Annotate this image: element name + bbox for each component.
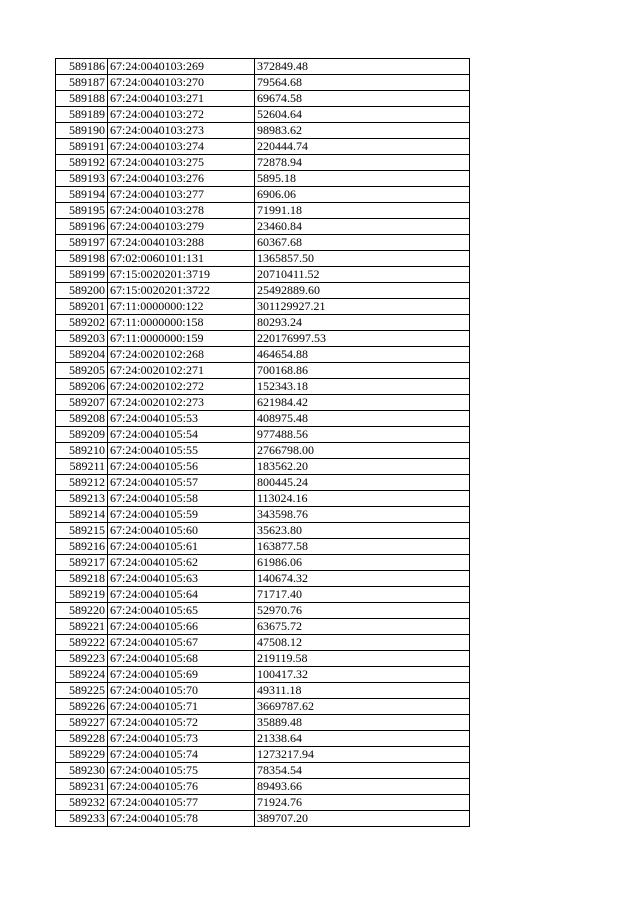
table-row	[56, 699, 470, 715]
row-number-cell: 589219	[56, 587, 108, 603]
row-number-cell: 589191	[56, 139, 108, 155]
row-number-cell: 589206	[56, 379, 108, 395]
row-number-cell: 589203	[56, 331, 108, 347]
value-cell: 3669787.62	[255, 699, 470, 715]
value-cell: 800445.24	[255, 475, 470, 491]
value-cell: 1365857.50	[255, 251, 470, 267]
table-row	[56, 59, 470, 75]
table-row	[56, 251, 470, 267]
value-cell: 23460.84	[255, 219, 470, 235]
table-row	[56, 363, 470, 379]
row-number-cell: 589190	[56, 123, 108, 139]
table-row	[56, 427, 470, 443]
value-cell: 621984.42	[255, 395, 470, 411]
table-row	[56, 507, 470, 523]
table-row	[56, 523, 470, 539]
row-number-cell: 589228	[56, 731, 108, 747]
cadastral-number-cell: 67:24:0040105:68	[108, 651, 255, 667]
table-row	[56, 491, 470, 507]
cadastral-number-cell: 67:24:0040105:69	[108, 667, 255, 683]
table-row	[56, 763, 470, 779]
value-cell: 301129927.21	[255, 299, 470, 315]
value-cell: 389707.20	[255, 811, 470, 827]
row-number-cell: 589209	[56, 427, 108, 443]
row-number-cell: 589226	[56, 699, 108, 715]
row-number-cell: 589223	[56, 651, 108, 667]
table-row	[56, 683, 470, 699]
row-number-cell: 589196	[56, 219, 108, 235]
cadastral-number-cell: 67:24:0040105:70	[108, 683, 255, 699]
table-row	[56, 299, 470, 315]
cadastral-number-cell: 67:24:0040105:62	[108, 555, 255, 571]
table-row	[56, 219, 470, 235]
table-row	[56, 235, 470, 251]
cadastral-number-cell: 67:24:0040105:63	[108, 571, 255, 587]
value-cell: 35623.80	[255, 523, 470, 539]
cadastral-number-cell: 67:24:0040105:67	[108, 635, 255, 651]
row-number-cell: 589215	[56, 523, 108, 539]
row-number-cell: 589205	[56, 363, 108, 379]
value-cell: 63675.72	[255, 619, 470, 635]
cadastral-number-cell: 67:24:0040103:277	[108, 187, 255, 203]
cadastral-number-cell: 67:24:0040105:71	[108, 699, 255, 715]
cadastral-number-cell: 67:24:0040105:57	[108, 475, 255, 491]
row-number-cell: 589189	[56, 107, 108, 123]
value-cell: 35889.48	[255, 715, 470, 731]
value-cell: 71991.18	[255, 203, 470, 219]
row-number-cell: 589187	[56, 75, 108, 91]
table-row	[56, 267, 470, 283]
table-row	[56, 811, 470, 827]
value-cell: 100417.32	[255, 667, 470, 683]
cadastral-number-cell: 67:24:0020102:271	[108, 363, 255, 379]
cadastral-number-cell: 67:15:0020201:3719	[108, 267, 255, 283]
cadastral-number-cell: 67:24:0040105:54	[108, 427, 255, 443]
cadastral-number-cell: 67:24:0040105:77	[108, 795, 255, 811]
row-number-cell: 589204	[56, 347, 108, 363]
cadastral-number-cell: 67:24:0040105:60	[108, 523, 255, 539]
cadastral-number-cell: 67:24:0040103:270	[108, 75, 255, 91]
cadastral-number-cell: 67:24:0040103:288	[108, 235, 255, 251]
row-number-cell: 589212	[56, 475, 108, 491]
value-cell: 79564.68	[255, 75, 470, 91]
row-number-cell: 589214	[56, 507, 108, 523]
table-row	[56, 187, 470, 203]
cadastral-number-cell: 67:11:0000000:122	[108, 299, 255, 315]
table-row	[56, 779, 470, 795]
value-cell: 25492889.60	[255, 283, 470, 299]
cadastral-number-cell: 67:24:0040103:278	[108, 203, 255, 219]
cadastral-number-cell: 67:02:0060101:131	[108, 251, 255, 267]
table-row	[56, 667, 470, 683]
table-row	[56, 75, 470, 91]
row-number-cell: 589201	[56, 299, 108, 315]
table-row	[56, 539, 470, 555]
row-number-cell: 589217	[56, 555, 108, 571]
cadastral-number-cell: 67:24:0040105:53	[108, 411, 255, 427]
row-number-cell: 589213	[56, 491, 108, 507]
value-cell: 69674.58	[255, 91, 470, 107]
value-cell: 52604.64	[255, 107, 470, 123]
value-cell: 464654.88	[255, 347, 470, 363]
row-number-cell: 589210	[56, 443, 108, 459]
cadastral-number-cell: 67:24:0040105:75	[108, 763, 255, 779]
row-number-cell: 589192	[56, 155, 108, 171]
table-row	[56, 651, 470, 667]
row-number-cell: 589200	[56, 283, 108, 299]
value-cell: 343598.76	[255, 507, 470, 523]
table-body	[56, 59, 470, 827]
cadastral-number-cell: 67:15:0020201:3722	[108, 283, 255, 299]
row-number-cell: 589188	[56, 91, 108, 107]
cadastral-number-cell: 67:24:0040105:55	[108, 443, 255, 459]
cadastral-number-cell: 67:24:0040103:269	[108, 59, 255, 75]
table-row	[56, 123, 470, 139]
table-row	[56, 331, 470, 347]
value-cell: 6906.06	[255, 187, 470, 203]
cadastral-number-cell: 67:24:0040103:279	[108, 219, 255, 235]
table-row	[56, 91, 470, 107]
row-number-cell: 589198	[56, 251, 108, 267]
value-cell: 60367.68	[255, 235, 470, 251]
row-number-cell: 589222	[56, 635, 108, 651]
row-number-cell: 589216	[56, 539, 108, 555]
row-number-cell: 589227	[56, 715, 108, 731]
table-row	[56, 347, 470, 363]
table-row	[56, 731, 470, 747]
table-row	[56, 747, 470, 763]
value-cell: 2766798.00	[255, 443, 470, 459]
value-cell: 72878.94	[255, 155, 470, 171]
value-cell: 408975.48	[255, 411, 470, 427]
row-number-cell: 589207	[56, 395, 108, 411]
table-row	[56, 411, 470, 427]
cadastral-number-cell: 67:24:0040105:78	[108, 811, 255, 827]
value-cell: 98983.62	[255, 123, 470, 139]
value-cell: 220176997.53	[255, 331, 470, 347]
table-row	[56, 139, 470, 155]
row-number-cell: 589230	[56, 763, 108, 779]
value-cell: 113024.16	[255, 491, 470, 507]
value-cell: 1273217.94	[255, 747, 470, 763]
cadastral-number-cell: 67:24:0040103:272	[108, 107, 255, 123]
table-row	[56, 475, 470, 491]
cadastral-number-cell: 67:24:0040105:58	[108, 491, 255, 507]
value-cell: 5895.18	[255, 171, 470, 187]
table-row	[56, 635, 470, 651]
value-cell: 71717.40	[255, 587, 470, 603]
table-row	[56, 107, 470, 123]
data-table	[55, 58, 470, 827]
row-number-cell: 589186	[56, 59, 108, 75]
row-number-cell: 589211	[56, 459, 108, 475]
cadastral-number-cell: 67:24:0040105:65	[108, 603, 255, 619]
table-row	[56, 171, 470, 187]
cadastral-number-cell: 67:24:0040105:76	[108, 779, 255, 795]
table-row	[56, 315, 470, 331]
value-cell: 52970.76	[255, 603, 470, 619]
row-number-cell: 589202	[56, 315, 108, 331]
cadastral-number-cell: 67:11:0000000:158	[108, 315, 255, 331]
value-cell: 140674.32	[255, 571, 470, 587]
row-number-cell: 589232	[56, 795, 108, 811]
table-row	[56, 459, 470, 475]
cadastral-number-cell: 67:24:0020102:272	[108, 379, 255, 395]
value-cell: 80293.24	[255, 315, 470, 331]
table-row	[56, 203, 470, 219]
row-number-cell: 589193	[56, 171, 108, 187]
row-number-cell: 589225	[56, 683, 108, 699]
row-number-cell: 589218	[56, 571, 108, 587]
value-cell: 49311.18	[255, 683, 470, 699]
cadastral-number-cell: 67:24:0040103:274	[108, 139, 255, 155]
value-cell: 220444.74	[255, 139, 470, 155]
value-cell: 372849.48	[255, 59, 470, 75]
row-number-cell: 589197	[56, 235, 108, 251]
cadastral-number-cell: 67:24:0040105:59	[108, 507, 255, 523]
value-cell: 71924.76	[255, 795, 470, 811]
row-number-cell: 589221	[56, 619, 108, 635]
value-cell: 219119.58	[255, 651, 470, 667]
cadastral-number-cell: 67:24:0040105:72	[108, 715, 255, 731]
cadastral-number-cell: 67:24:0040105:61	[108, 539, 255, 555]
cadastral-number-cell: 67:24:0040105:56	[108, 459, 255, 475]
cadastral-number-cell: 67:24:0020102:273	[108, 395, 255, 411]
cadastral-number-cell: 67:24:0020102:268	[108, 347, 255, 363]
table-row	[56, 715, 470, 731]
value-cell: 163877.58	[255, 539, 470, 555]
cadastral-number-cell: 67:24:0040103:273	[108, 123, 255, 139]
table-row	[56, 587, 470, 603]
value-cell: 183562.20	[255, 459, 470, 475]
table-row	[56, 795, 470, 811]
value-cell: 700168.86	[255, 363, 470, 379]
value-cell: 47508.12	[255, 635, 470, 651]
table-row	[56, 619, 470, 635]
table-row	[56, 555, 470, 571]
cadastral-number-cell: 67:24:0040105:66	[108, 619, 255, 635]
cadastral-number-cell: 67:11:0000000:159	[108, 331, 255, 347]
row-number-cell: 589199	[56, 267, 108, 283]
value-cell: 20710411.52	[255, 267, 470, 283]
row-number-cell: 589208	[56, 411, 108, 427]
table-row	[56, 443, 470, 459]
table-row	[56, 571, 470, 587]
row-number-cell: 589233	[56, 811, 108, 827]
table-row	[56, 155, 470, 171]
row-number-cell: 589194	[56, 187, 108, 203]
cadastral-number-cell: 67:24:0040103:275	[108, 155, 255, 171]
value-cell: 89493.66	[255, 779, 470, 795]
value-cell: 61986.06	[255, 555, 470, 571]
row-number-cell: 589224	[56, 667, 108, 683]
table-row	[56, 603, 470, 619]
cadastral-number-cell: 67:24:0040103:276	[108, 171, 255, 187]
row-number-cell: 589231	[56, 779, 108, 795]
value-cell: 977488.56	[255, 427, 470, 443]
row-number-cell: 589229	[56, 747, 108, 763]
table-row	[56, 395, 470, 411]
cadastral-number-cell: 67:24:0040105:73	[108, 731, 255, 747]
row-number-cell: 589195	[56, 203, 108, 219]
value-cell: 78354.54	[255, 763, 470, 779]
value-cell: 152343.18	[255, 379, 470, 395]
row-number-cell: 589220	[56, 603, 108, 619]
value-cell: 21338.64	[255, 731, 470, 747]
table-row	[56, 283, 470, 299]
table-row	[56, 379, 470, 395]
cadastral-number-cell: 67:24:0040105:74	[108, 747, 255, 763]
cadastral-number-cell: 67:24:0040105:64	[108, 587, 255, 603]
cadastral-number-cell: 67:24:0040103:271	[108, 91, 255, 107]
